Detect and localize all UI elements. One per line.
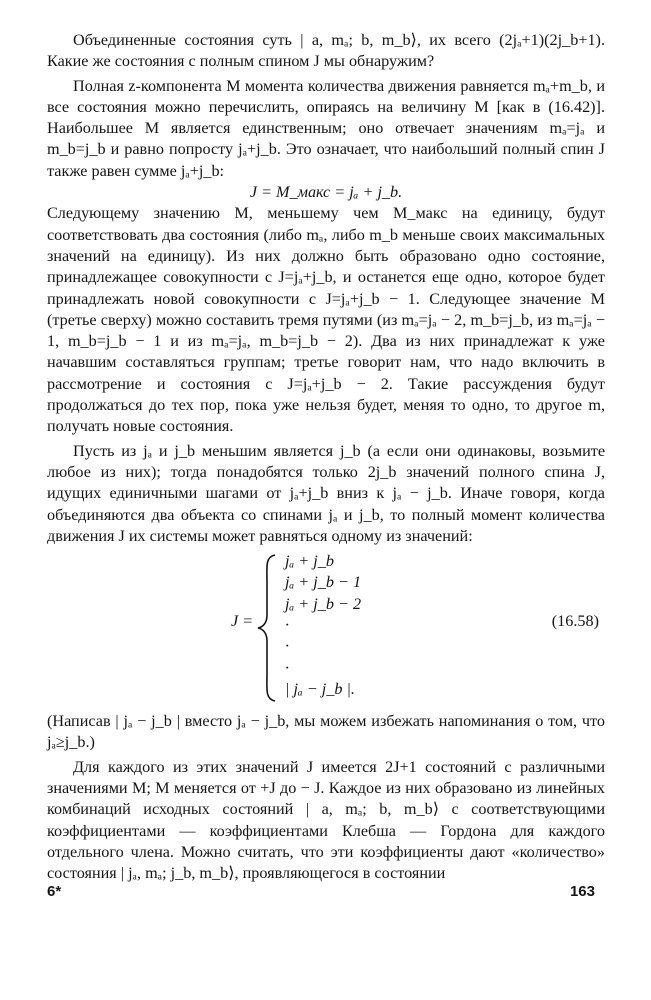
case-line: jₐ + j_b − 2	[285, 594, 362, 613]
cases-equation	[47, 551, 605, 709]
signature-mark: 6*	[47, 883, 62, 900]
page-number: 163	[569, 883, 595, 900]
paragraph-6: Для каждого из этих значений J имеется 2J+1 состояний с различными значениями M; M меняется от +J до − J. Каждое из них образовано из линейных комбинаций исходных состояний | a, mₐ; b, m_b⟩ с соответствующими коэффициентами — коэффициентами Клебша — Гордона для каждого отдельного члена. Можно считать, что эти коэффициенты дают «количество» состояния | jₐ, mₐ; j_b, m_b⟩, проявляющегося в состоянии	[47, 757, 605, 883]
cases-lines	[285, 551, 361, 700]
equation-number: (16.58)	[551, 612, 599, 631]
page-body	[47, 30, 605, 885]
case-line: | jₐ − j_b |.	[285, 679, 355, 698]
case-line: ·	[285, 616, 290, 635]
case-line: jₐ + j_b − 1	[285, 573, 362, 592]
paragraph-2: Полная z-компонента M момента количества движения равняется mₐ+m_b, и все состояния можно перечислить, опираясь на величину M [как в (16.42)]. Наибольшее M является единственным; оно отвечает значениям mₐ=jₐ и m_b=j_b и равно попросту jₐ+j_b. Это означает, что наибольший полный спин J также равен сумме jₐ+j_b:	[47, 76, 605, 180]
cases-lhs: J =	[231, 612, 254, 631]
paragraph-3: Следующему значению M, меньшему чем M_макс на единицу, будут соответствовать два состояния (либо mₐ, либо m_b меньше своих максимальных значений на единицу). Из них должно быть образовано одно состояние, принадлежащее совокупности с J=jₐ+j_b, и останется еще одно, которое будет принадлежать новой совокупности с J=jₐ+j_b − 1. Следующее значение M (третье сверху) можно составить тремя путями (из mₐ=jₐ − 2, m_b=j_b, из mₐ=jₐ − 1, m_b=j_b − 1 и из mₐ=jₐ, m_b=j_b − 2). Два из них принадлежат к уже начавшим составляться группам; третье говорит нам, что надо включить в рассмотрение и состояния с J=jₐ+j_b − 2. Такие рассуждения будут продолжаться до тех пор, пока уже нельзя будет, меняя то одно, то другое m, получать новые состояния.	[47, 204, 605, 436]
case-line: jₐ + j_b	[285, 552, 334, 571]
paragraph-5: (Написав | jₐ − j_b | вместо jₐ − j_b, мы можем избежать напоминания о том, что jₐ≥j_b.)	[47, 712, 605, 752]
paragraph-1: Объединенные состояния суть | a, mₐ; b, m_b⟩, их всего (2jₐ+1)(2j_b+1). Какие же состояния с полным спином J мы обнаружим?	[47, 31, 605, 71]
formula-max-spin: J = M_макс = jₐ + j_b.	[249, 183, 403, 202]
left-brace-icon	[255, 553, 281, 703]
paragraph-4: Пусть из jₐ и j_b меньшим является j_b (а если они одинаковы, возьмите любое из них); тогда понадобятся только 2j_b значений полного спина J, идущих единичными шагами от jₐ+j_b вниз к jₐ − j_b. Иначе говоря, когда объединяются два объекта со спинами jₐ и j_b, то полный момент количества движения J их системы может равняться одному из значений:	[47, 441, 605, 545]
case-line: ·	[285, 637, 290, 656]
case-line: ·	[285, 658, 290, 677]
